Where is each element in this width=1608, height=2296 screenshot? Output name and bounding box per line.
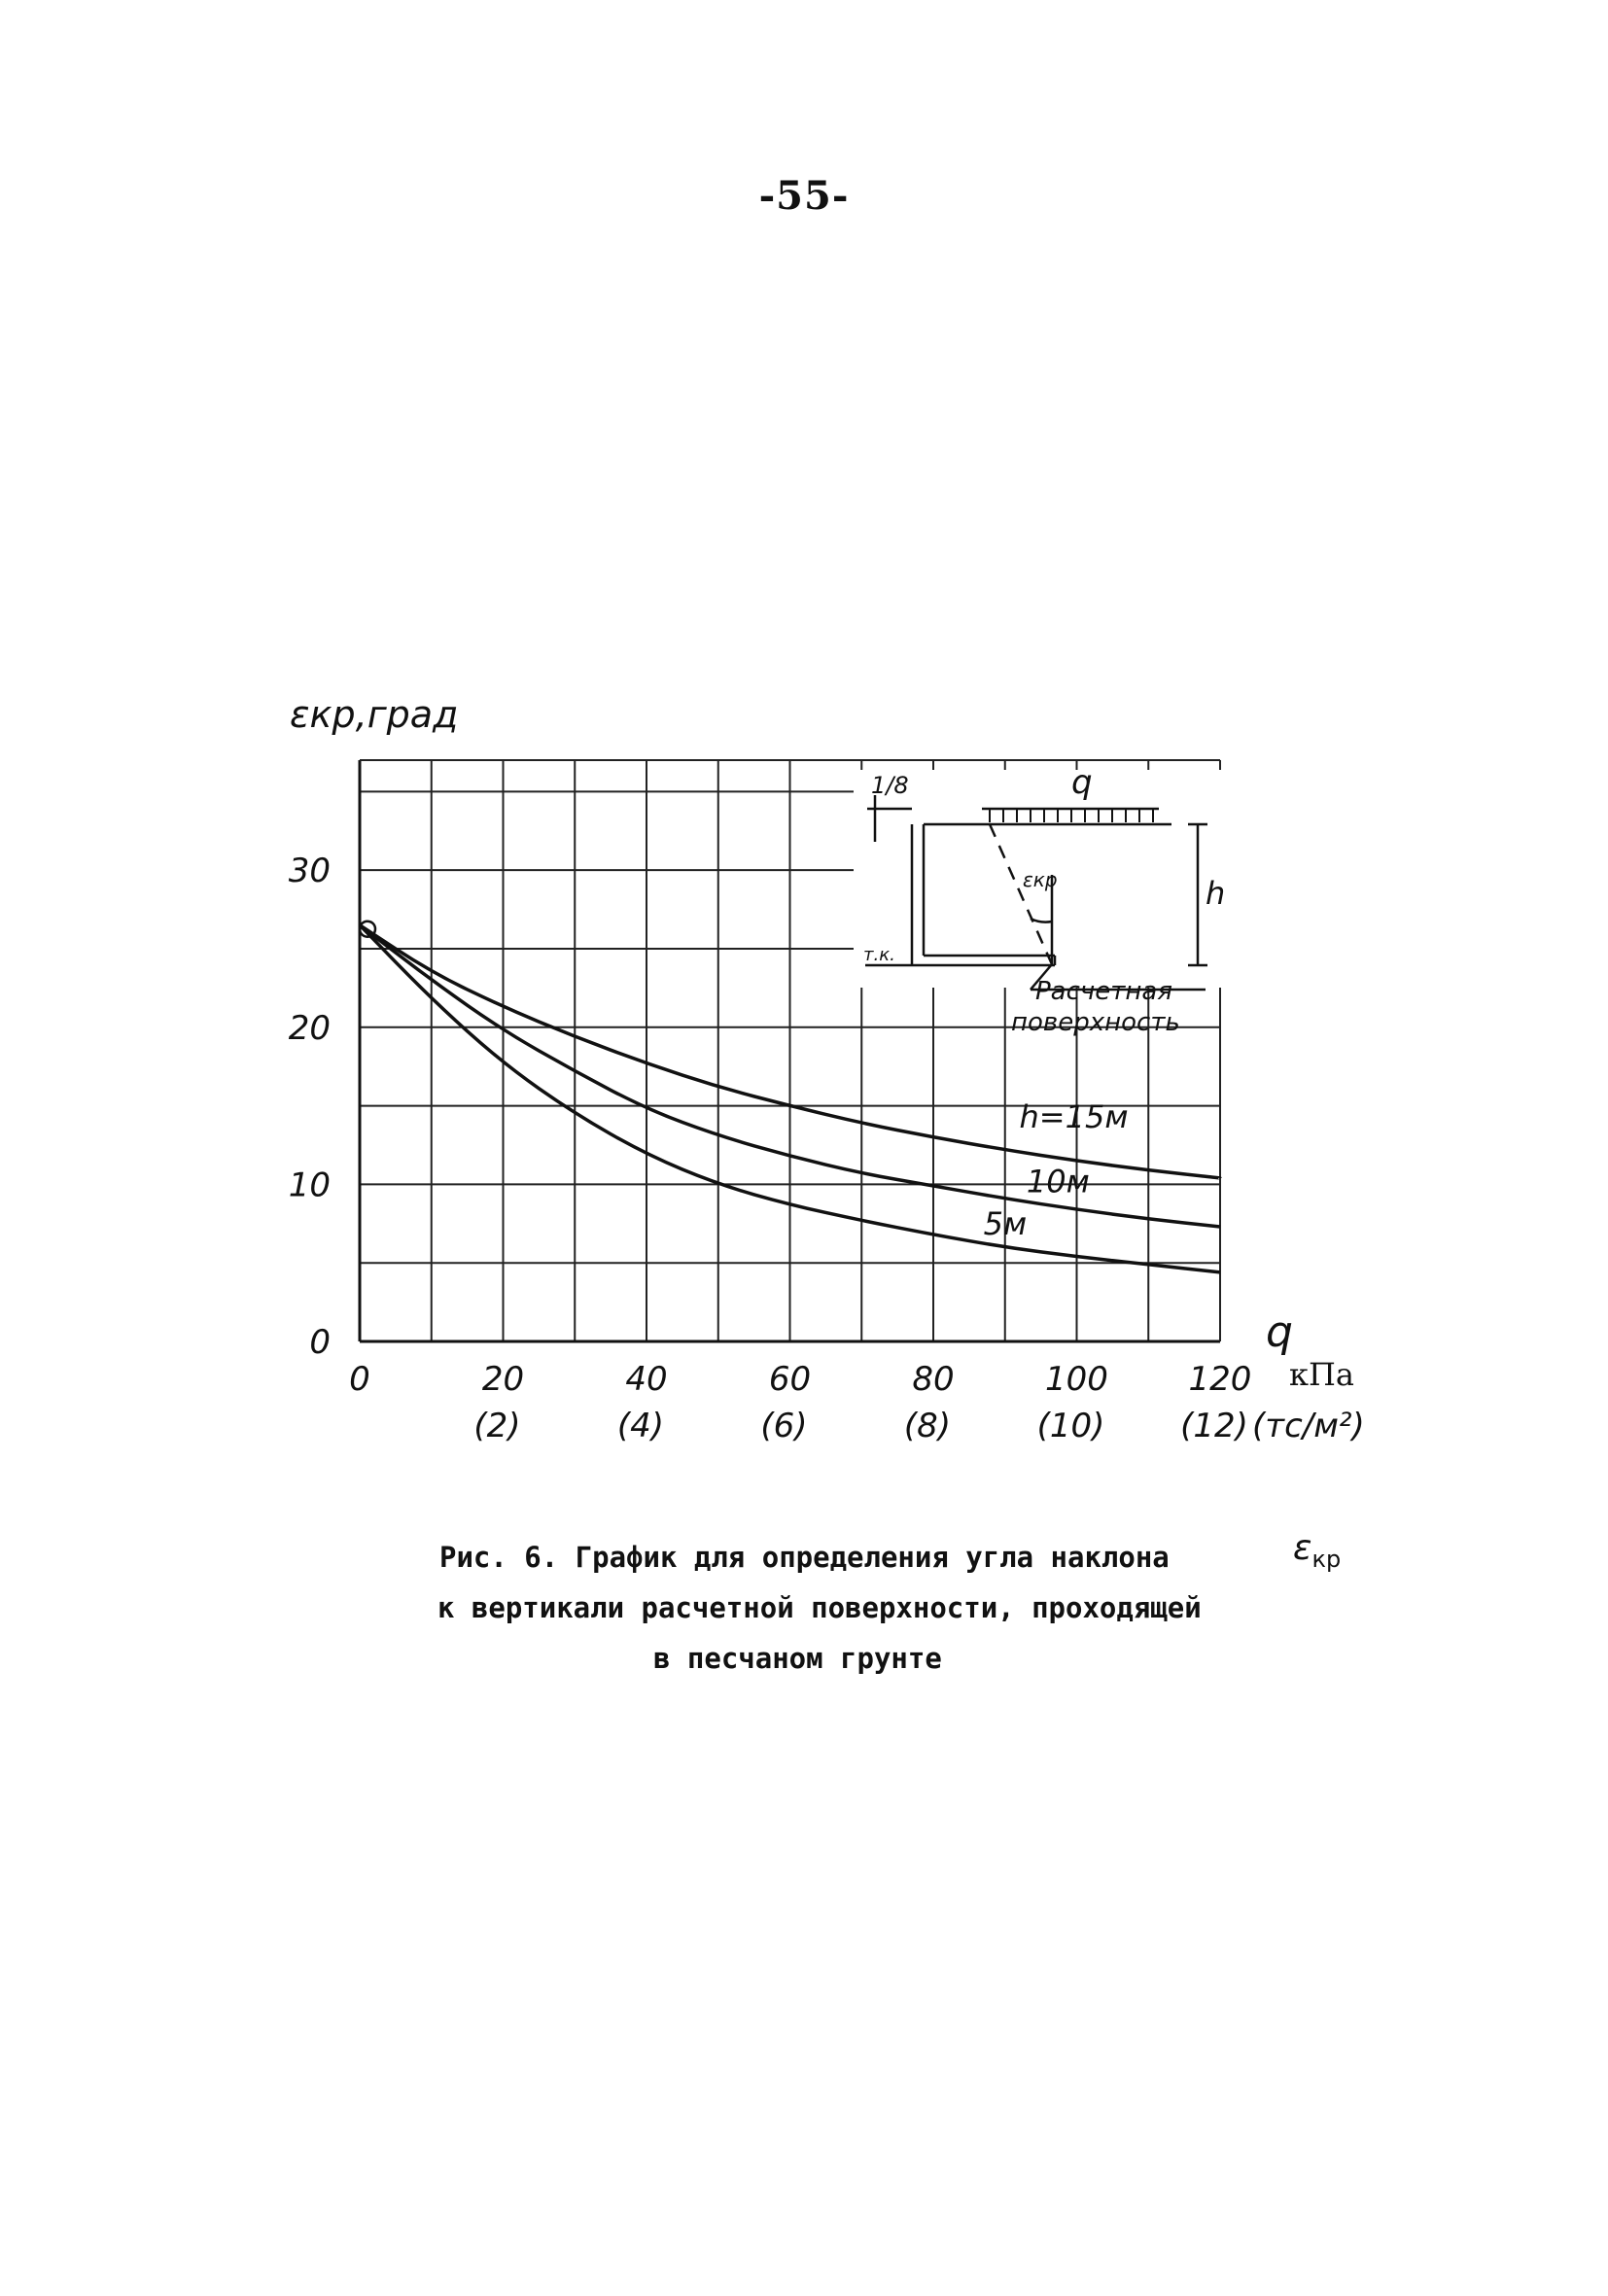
x-tick-label: 80 bbox=[912, 1360, 955, 1399]
offset-label: 1/8 bbox=[871, 772, 909, 799]
height-label: h bbox=[1206, 875, 1226, 912]
caption-symbol-main: ε bbox=[1293, 1528, 1312, 1568]
surface-label-line1: Расчетная bbox=[1035, 977, 1172, 1006]
x-axis-unit-alt: (тс/м²) bbox=[1252, 1407, 1365, 1445]
y-tick-label: 0 bbox=[309, 1323, 331, 1362]
x-tick-label: 100 bbox=[1045, 1360, 1108, 1399]
y-tick-label: 20 bbox=[288, 1008, 331, 1048]
x-tick-label: 40 bbox=[625, 1360, 668, 1399]
y-tick-label: 30 bbox=[288, 852, 331, 891]
y-axis-label: εкр,град bbox=[290, 693, 459, 736]
caption-line2: к вертикали расчетной поверхности, проходящей bbox=[437, 1591, 1202, 1624]
x-axis-unit: кПа bbox=[1289, 1356, 1354, 1393]
x-tick-label-alt: (2) bbox=[473, 1407, 521, 1445]
y-tick-label: 10 bbox=[288, 1165, 331, 1205]
caption-symbol bbox=[1293, 1528, 1341, 1573]
load-label: q bbox=[1071, 763, 1093, 802]
x-tick-label: 60 bbox=[768, 1360, 812, 1399]
series-label-2: 5м bbox=[983, 1205, 1028, 1243]
x-tick-label-alt: (12) bbox=[1180, 1407, 1248, 1445]
page-number: -55- bbox=[758, 173, 850, 219]
x-tick-label-alt: (8) bbox=[903, 1407, 952, 1445]
angle-label: εкр bbox=[1023, 868, 1058, 891]
ground-level-label: т.к. bbox=[863, 945, 895, 965]
series-label-1: 10м bbox=[1026, 1163, 1090, 1200]
series-label-0: h=15м bbox=[1019, 1098, 1129, 1136]
caption-line1: Рис. 6. График для определения угла наклона bbox=[439, 1541, 1170, 1574]
x-tick-label-alt: (6) bbox=[760, 1407, 808, 1445]
x-tick-label: 120 bbox=[1188, 1360, 1252, 1399]
x-tick-label-alt: (4) bbox=[616, 1407, 665, 1445]
surface-label-line2: поверхность bbox=[1011, 1008, 1180, 1037]
caption-symbol-sub: кр bbox=[1311, 1546, 1342, 1574]
x-tick-label: 20 bbox=[481, 1360, 525, 1399]
retaining-wall-scheme bbox=[854, 763, 1225, 1037]
x-tick-label-alt: (10) bbox=[1036, 1407, 1105, 1445]
caption-line3: в песчаном грунте bbox=[653, 1642, 942, 1675]
x-tick-label: 0 bbox=[349, 1360, 370, 1399]
x-axis-label: q bbox=[1266, 1307, 1293, 1357]
